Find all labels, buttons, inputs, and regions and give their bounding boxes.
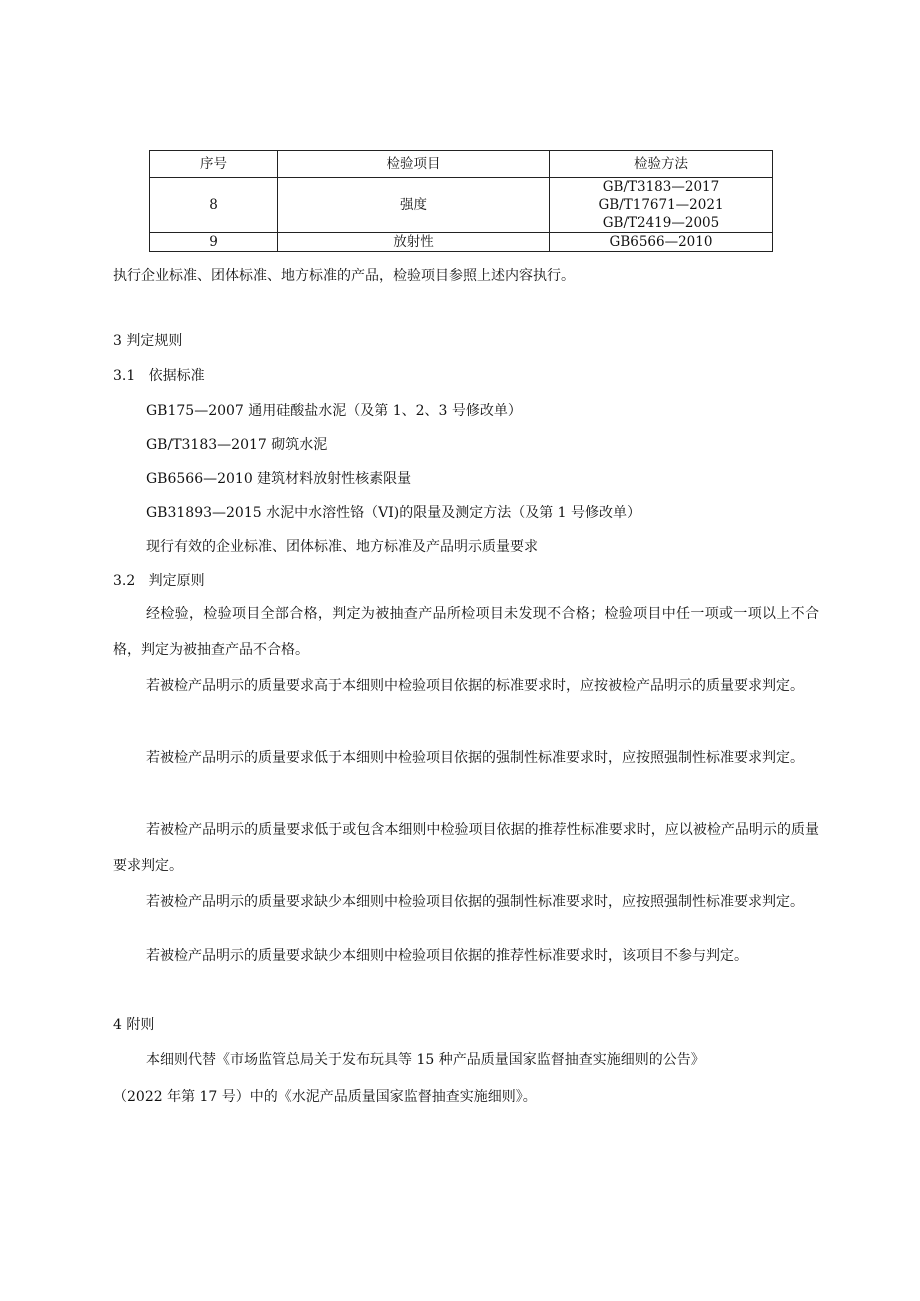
cell-method	[550, 233, 773, 252]
header-method: 检验方法	[550, 151, 773, 178]
method-line: GB/T17671—2021	[598, 197, 724, 213]
method-line: GB/T3183—2017	[602, 179, 720, 195]
table-row	[150, 233, 773, 252]
table-header-row	[150, 151, 773, 178]
section-3-1-heading: 3.1 依据标准	[113, 368, 205, 384]
supplement-line: 本细则代替《市场监管总局关于发布玩具等 15 种产品质量国家监督抽查实施细则的公告》	[146, 1052, 705, 1068]
cell-item: 放射性	[278, 233, 550, 252]
supplement-line: （2022 年第 17 号）中的《水泥产品质量国家监督抽查实施细则》。	[113, 1089, 537, 1105]
judgement-paragraph: 若被检产品明示的质量要求缺少本细则中检验项目依据的强制性标准要求时，应按照强制性标准要求判定。	[146, 894, 804, 910]
judgement-paragraph: 若被检产品明示的质量要求低于本细则中检验项目依据的强制性标准要求时，应按照强制性标准要求判定。	[146, 750, 804, 766]
section-4-heading: 4 附则	[113, 1017, 155, 1033]
judgement-paragraph: 若被检产品明示的质量要求低于或包含本细则中检验项目依据的推荐性标准要求时，应以被检产品明示的质量要求判定。	[113, 822, 819, 874]
standard-item: GB/T3183—2017 砌筑水泥	[146, 437, 328, 453]
method-line: GB/T2419—2005	[602, 215, 720, 231]
standard-item: GB31893—2015 水泥中水溶性铬（VI)的限量及测定方法（及第 1 号修改单）	[146, 505, 641, 521]
table-note: 执行企业标准、团体标准、地方标准的产品，检验项目参照上述内容执行。	[113, 268, 575, 284]
inspection-table	[149, 150, 773, 252]
cell-no: 8	[150, 178, 278, 233]
cell-item: 强度	[278, 178, 550, 233]
header-no: 序号	[150, 151, 278, 178]
table-row	[150, 178, 773, 233]
judgement-paragraph: 若被检产品明示的质量要求缺少本细则中检验项目依据的推荐性标准要求时，该项目不参与判定。	[146, 948, 748, 964]
standard-item: GB175—2007 通用硅酸盐水泥（及第 1、2、3 号修改单）	[146, 403, 522, 419]
section-3-heading: 3 判定规则	[113, 333, 183, 349]
standard-item: 现行有效的企业标准、团体标准、地方标准及产品明示质量要求	[146, 539, 538, 555]
section-3-2-heading: 3.2 判定原则	[113, 573, 205, 589]
standard-item: GB6566—2010 建筑材料放射性核素限量	[146, 471, 412, 487]
cell-no: 9	[150, 233, 278, 252]
judgement-paragraph: 经检验，检验项目全部合格，判定为被抽查产品所检项目未发现不合格；检验项目中任一项或一项以上不合格，判定为被抽查产品不合格。	[113, 606, 819, 658]
judgement-paragraph: 若被检产品明示的质量要求高于本细则中检验项目依据的标准要求时，应按被检产品明示的质量要求判定。	[146, 678, 804, 694]
cell-method	[550, 178, 773, 233]
method-line: GB6566—2010	[609, 234, 713, 250]
header-item: 检验项目	[278, 151, 550, 178]
